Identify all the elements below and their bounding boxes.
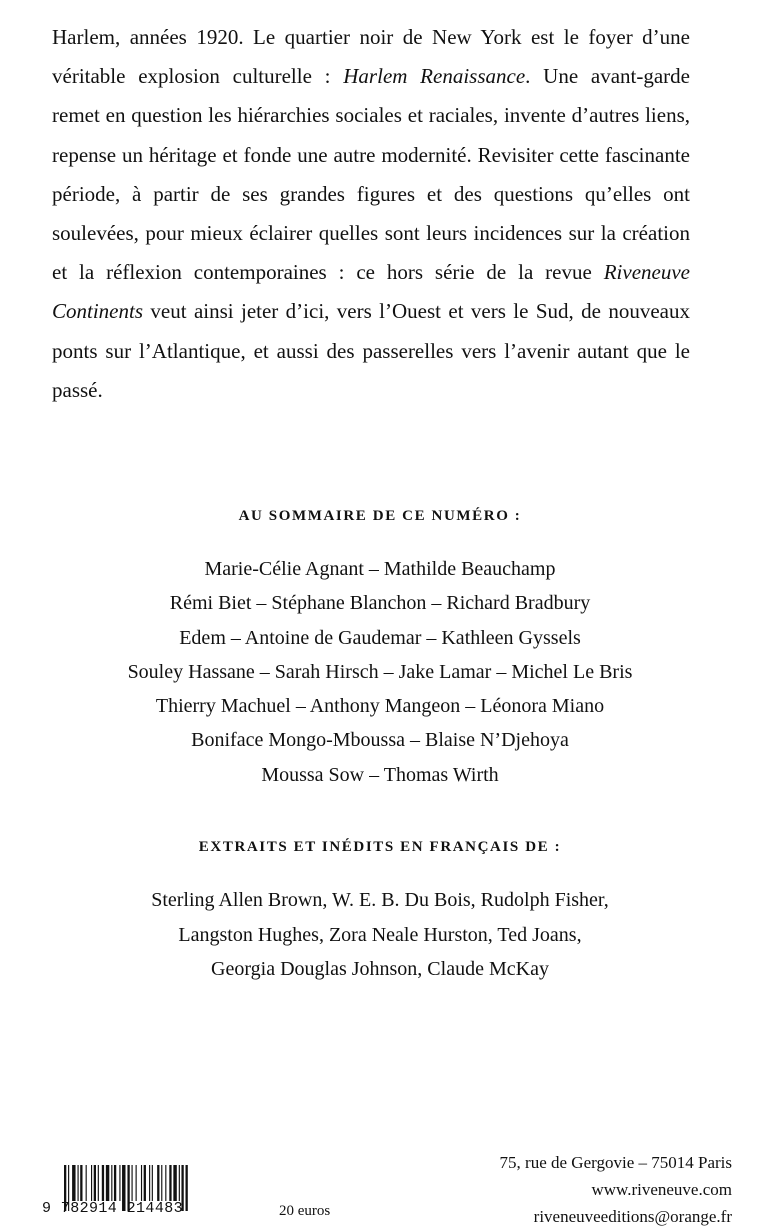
price-label: 20 euros (279, 1203, 331, 1219)
publisher-contact (500, 1149, 732, 1230)
contributors-line: Edem – Antoine de Gaudemar – Kathleen Gyssels (179, 626, 581, 649)
extraits-authors-list (0, 883, 760, 987)
extraits-heading: EXTRAITS ET INÉDITS EN FRANÇAIS DE : (198, 839, 562, 855)
publisher-email-link[interactable]: riveneuveeditions@orange.fr (533, 1207, 732, 1226)
intro-italic-revue-title: Riveneuve Continents (52, 260, 690, 324)
contributors-line: Marie-Célie Agnant – Mathilde Beauchamp (204, 558, 556, 580)
sommaire-contributors-list (0, 552, 760, 792)
contributors-line: Boniface Mongo-Mboussa – Blaise N’Djehoya (191, 729, 569, 752)
contributors-line: Rémi Biet – Stéphane Blanchon – Richard Bradbury (169, 592, 591, 615)
intro-text-1: Harlem, années 1920. Le quartier noir de New York est le foyer d’une véritable explosion culturelle : (52, 25, 690, 89)
contributors-line: Souley Hassane – Sarah Hirsch – Jake Lamar – Michel Le Bris (127, 660, 633, 683)
authors-line: Sterling Allen Brown, W. E. B. Du Bois, Rudolph Fisher, (151, 889, 609, 911)
intro-text-3: veut ainsi jeter d’ici, vers l’Ouest et vers le Sud, de nouveaux ponts sur l’Atlantique, et aussi des passerelles vers l’avenir autant que le passé. (52, 299, 690, 402)
isbn-number: 9 782914 214483 (42, 1200, 184, 1217)
intro-text-2: . Une avant-garde remet en question les hiérarchies sociales et raciales, invente d’autres liens, repense un héritage et fonde une autre modernité. Revisiter cette fascinante période, à partir de ses grandes figures et des questions qu’elles ont soulevées, pour mieux éclairer quelles sont leurs incidences sur la création et la réflexion contemporaines : ce hors série de la revue (52, 64, 691, 285)
isbn-barcode (42, 1163, 252, 1223)
contributors-line: Thierry Machuel – Anthony Mangeon – Léonora Miano (155, 695, 605, 718)
back-cover-description (52, 18, 690, 410)
authors-line: Langston Hughes, Zora Neale Hurston, Ted Joans, (178, 923, 582, 946)
publisher-address: 75, rue de Gergovie – 75014 Paris (499, 1153, 732, 1172)
intro-italic-harlem-renaissance: Harlem Renaissance (343, 64, 526, 89)
publisher-website-link[interactable]: www.riveneuve.com (591, 1180, 732, 1199)
sommaire-heading: AU SOMMAIRE DE CE NUMÉRO : (238, 508, 522, 524)
contributors-line: Moussa Sow – Thomas Wirth (261, 763, 499, 786)
authors-line: Georgia Douglas Johnson, Claude McKay (211, 958, 549, 980)
